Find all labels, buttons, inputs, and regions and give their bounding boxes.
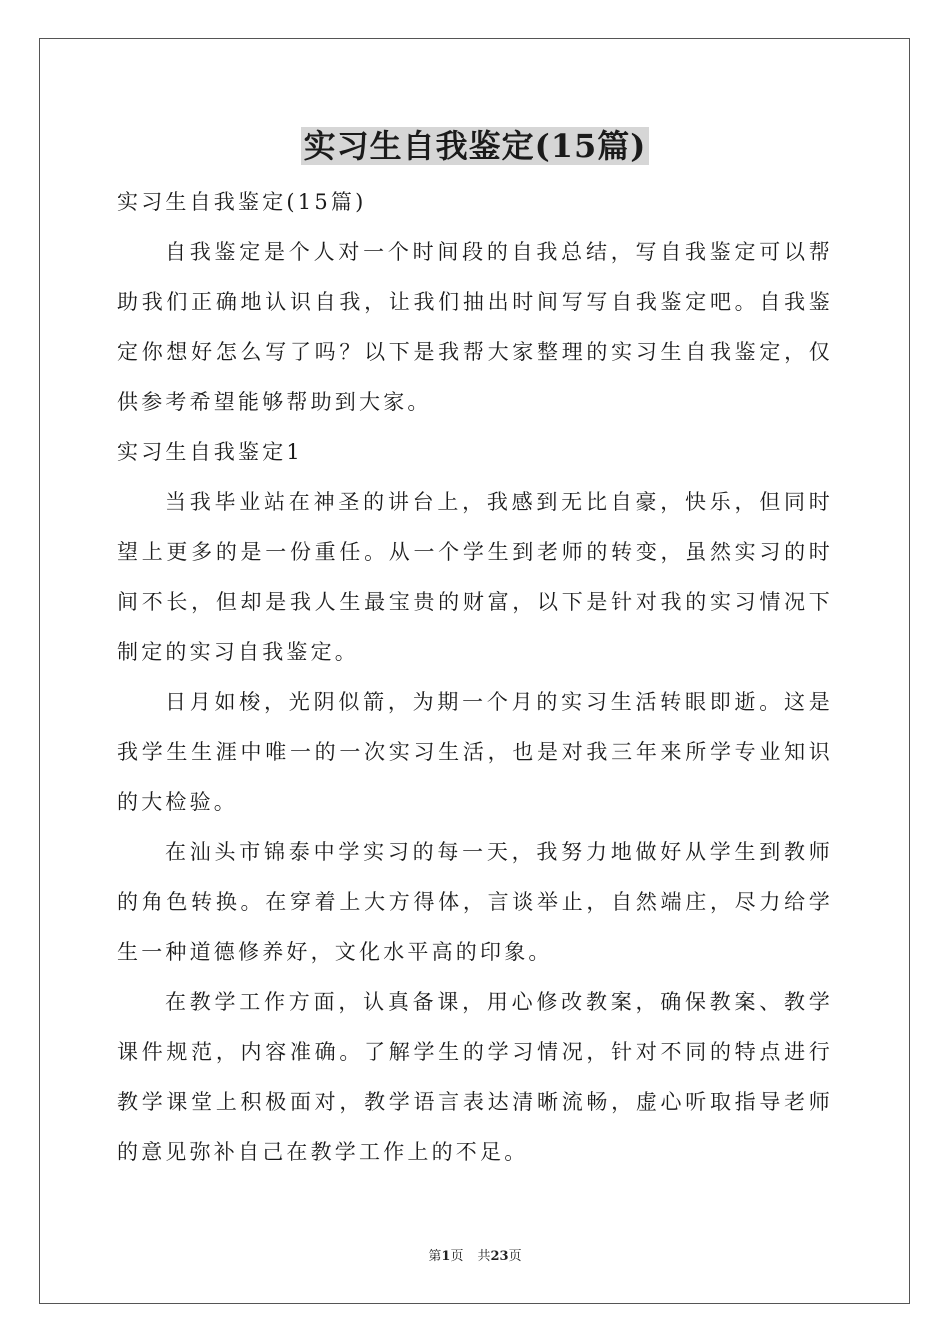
document-title-text: 实习生自我鉴定(15篇) xyxy=(301,127,650,165)
document-title xyxy=(0,124,950,168)
page-footer xyxy=(0,1248,950,1266)
subtitle-line: 实习生自我鉴定(15篇) xyxy=(117,190,367,214)
page-number: 1 xyxy=(441,1249,451,1264)
document-body xyxy=(117,177,833,1177)
body-paragraph: 在汕头市锦泰中学实习的每一天，我努力地做好从学生到教师的角色转换。在穿着上大方得体，言谈举止，自然端庄，尽力给学生一种道德修养好，文化水平高的印象。 xyxy=(117,840,833,964)
body-paragraph: 当我毕业站在神圣的讲台上，我感到无比自豪，快乐，但同时望上更多的是一份重任。从一个学生到老师的转变，虽然实习的时间不长，但却是我人生最宝贵的财富，以下是针对我的实习情况下制定的实习自我鉴定。 xyxy=(117,490,833,664)
total-suffix: 页 xyxy=(508,1249,522,1264)
section-heading: 实习生自我鉴定1 xyxy=(117,440,303,464)
total-pages: 23 xyxy=(490,1249,509,1264)
page-suffix: 页 xyxy=(450,1249,464,1264)
intro-paragraph: 自我鉴定是个人对一个时间段的自我总结，写自我鉴定可以帮助我们正确地认识自我，让我们抽出时间写写自我鉴定吧。自我鉴定你想好怎么写了吗？以下是我帮大家整理的实习生自我鉴定，仅供参考希望能够帮助到大家。 xyxy=(117,240,833,414)
body-paragraph: 在教学工作方面，认真备课，用心修改教案，确保教案、教学课件规范，内容准确。了解学生的学习情况，针对不同的特点进行教学课堂上积极面对，教学语言表达清晰流畅，虚心听取指导老师的意见弥补自己在教学工作上的不足。 xyxy=(117,990,833,1164)
total-prefix: 共 xyxy=(477,1249,491,1264)
body-paragraph: 日月如梭，光阴似箭，为期一个月的实习生活转眼即逝。这是我学生生涯中唯一的一次实习生活，也是对我三年来所学专业知识的大检验。 xyxy=(117,690,833,814)
page-prefix: 第 xyxy=(428,1249,442,1264)
